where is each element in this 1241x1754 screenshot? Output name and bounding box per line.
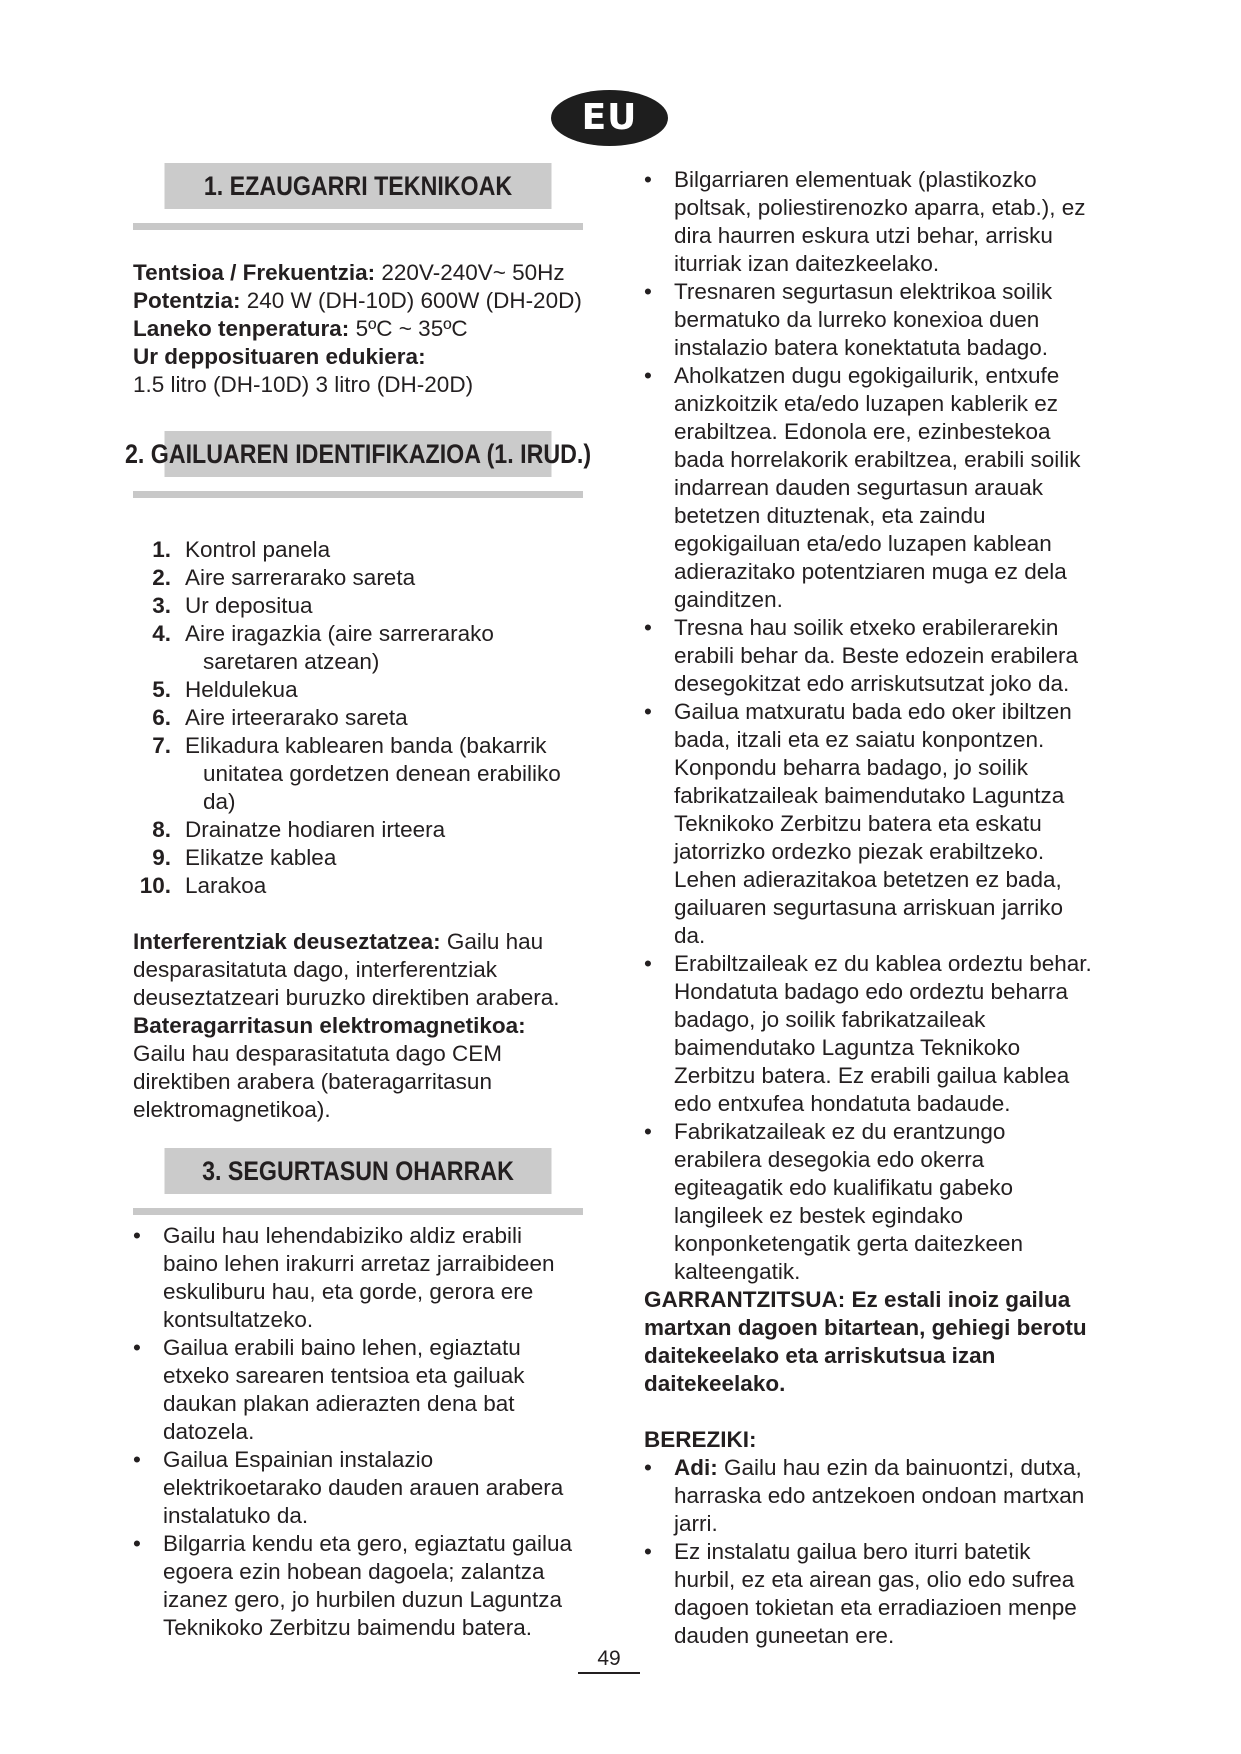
part-item xyxy=(133,676,583,704)
emc-label-text: Bateragarritasun elektromagnetikoa: xyxy=(133,1013,526,1038)
safety-list-right xyxy=(644,166,1096,1286)
spec-tank-label-text: Ur depposituaren edukiera: xyxy=(133,344,426,369)
section-header-specs xyxy=(133,163,583,237)
special-list xyxy=(644,1454,1096,1650)
adi-text: Gailu hau ezin da bainuontzi, dutxa, harraska edo antzekoen ondoan martxan jarri. xyxy=(674,1455,1085,1536)
safety-list-left xyxy=(133,1222,583,1642)
special-item-adi xyxy=(644,1454,1096,1538)
safety-item: • Gailu hau lehendabiziko aldiz erabili baino lehen irakurri arretaz jarraibideen eskuliburu hau, eta gorde, gerora ere kontsultatzeko. xyxy=(133,1222,583,1334)
safety-item: • Gailua matxuratu bada edo oker ibiltzen bada, itzali eta ez saiatu konpontzen. Konpondu beharra badago, jo soilik fabrikatzaileak baimendutako Laguntza Teknikoko Zerbitzu batera eta eskatu jatorrizko ordezko piezak erabiltzeko. Lehen adierazitakoa betetzen ez bada, gailuaren segurtasuna arriskuan jarriko da. xyxy=(644,698,1096,950)
safety-item: • Bilgarria kendu eta gero, egiaztatu gailua egoera ezin hobean dagoela; zalantza izanez gero, jo hurbilen duzun Laguntza Teknikoko Zerbitzu baimendu batera. xyxy=(133,1530,583,1642)
safety-item: • Fabrikatzaileak ez du erantzungo erabilera desegokia edo okerra egiteagatik edo kualifikatu gabeko langileek ez bestek egindako konponketengatik gerta daitezkeen kalteengatik. xyxy=(644,1118,1096,1286)
part-label: Ur depositua xyxy=(185,593,313,618)
interference-body: Gailu hau desparasitatuta dago, interferentziak deuseztatzeari buruzko direktiben arabera. xyxy=(133,929,560,1010)
spec-power-label: Potentzia: xyxy=(133,288,241,313)
interference-block xyxy=(133,928,583,1124)
parts-list xyxy=(133,536,583,900)
interference-label: Interferentziak deuseztatzea: xyxy=(133,929,441,954)
part-label-continued: unitatea gordetzen denean erabiliko da) xyxy=(203,761,561,814)
safety-item: • Bilgarriaren elementuak (plastikozko poltsak, poliestirenozko aparra, etab.), ez dira haurren eskura utzi behar, arrisku iturriak izan daitezkeelako. xyxy=(644,166,1096,278)
safety-item: • Gailua Espainian instalazio elektrikoetarako dauden arauen arabera instalatuko da. xyxy=(133,1446,583,1530)
emc-text: Gailu hau desparasitatuta dago CEM direktiben arabera (bateragarritasun elektromagnetikoa). xyxy=(133,1041,502,1122)
right-column xyxy=(644,166,1096,1650)
spec-temp xyxy=(133,315,583,343)
part-label-continued: saretaren atzean) xyxy=(203,649,380,674)
special-title: BEREZIKI: xyxy=(644,1427,757,1452)
part-number: 1. xyxy=(152,537,171,562)
part-label: Drainatze hodiaren irteera xyxy=(185,817,446,842)
section-divider xyxy=(133,1208,583,1215)
spec-voltage-value: 220V-240V~ 50Hz xyxy=(375,260,565,285)
interference-text xyxy=(133,928,583,1012)
part-number: 2. xyxy=(152,565,171,590)
safety-item: • Gailua erabili baino lehen, egiaztatu etxeko sarearen tentsioa eta gailuak daukan plakan adierazten dena bat datozela. xyxy=(133,1334,583,1446)
spec-voltage xyxy=(133,259,583,287)
section-header-safety xyxy=(133,1148,583,1222)
part-label: Aire irteerarako sareta xyxy=(185,705,408,730)
special-item-heat: • Ez instalatu gailua bero iturri batetik hurbil, ez eta airean gas, olio edo sufrea dagoen tokietan eta erradiazioen menpe dauden guneetan ere. xyxy=(644,1538,1096,1650)
part-item xyxy=(133,872,583,900)
part-number: 5. xyxy=(152,677,171,702)
safety-item: • Erabiltzaileak ez du kablea ordeztu behar. Hondatuta badago edo ordeztu beharra badago, jo soilik fabrikatzaileak baimendutako Laguntza Teknikoko Zerbitzu batera. Ez erabili gailua kablea edo entxufea hondatuta badaude. xyxy=(644,950,1096,1118)
adi-label: Adi: xyxy=(674,1455,718,1480)
part-item xyxy=(133,592,583,620)
spec-tank-label xyxy=(133,343,583,371)
left-column xyxy=(124,163,592,1642)
emc-label xyxy=(133,1012,583,1040)
part-number: 9. xyxy=(152,845,171,870)
spec-voltage-label: Tentsioa / Frekuentzia: xyxy=(133,260,376,285)
part-item xyxy=(133,620,583,676)
part-number: 3. xyxy=(152,593,171,618)
section-divider xyxy=(133,223,583,230)
part-item xyxy=(133,732,583,816)
section-title-safety: 3. SEGURTASUN OHARRAK xyxy=(165,1148,552,1194)
language-badge: EU xyxy=(551,90,668,146)
specs-block xyxy=(133,259,583,399)
part-label: Heldulekua xyxy=(185,677,298,702)
part-label: Larakoa xyxy=(185,873,267,898)
safety-item: • Tresnaren segurtasun elektrikoa soilik bermatuko da lurreko konexioa duen instalazio batera konektatuta badago. xyxy=(644,278,1096,362)
section-divider xyxy=(133,491,583,498)
part-label: Elikatze kablea xyxy=(185,845,337,870)
page-number: 49 xyxy=(578,1646,640,1674)
part-item xyxy=(133,704,583,732)
part-number: 7. xyxy=(152,733,171,758)
spec-temp-label: Laneko tenperatura: xyxy=(133,316,350,341)
part-number: 10. xyxy=(139,873,171,898)
part-label: Aire iragazkia (aire sarrerarako xyxy=(185,621,494,646)
section-header-ident xyxy=(124,431,592,505)
part-item xyxy=(133,564,583,592)
part-label: Elikadura kablearen banda (bakarrik xyxy=(185,733,547,758)
spec-tank-value: 1.5 litro (DH-10D) 3 litro (DH-20D) xyxy=(133,372,474,397)
part-label: Kontrol panela xyxy=(185,537,331,562)
part-item xyxy=(133,536,583,564)
safety-item: • Aholkatzen dugu egokigailurik, entxufe anizkoitzik eta/edo luzapen kablerik ez erabiltzea. Edonola ere, ezinbestekoa bada horrelakorik erabiltzea, erabili soilik indarrean dauden segurtasun arauak betetzen dituztenak, eta zaindu egokigailuan eta/edo luzapen kablean adierazitako potentziaren muga ez dela gainditzen. xyxy=(644,362,1096,614)
part-item xyxy=(133,844,583,872)
part-item xyxy=(133,816,583,844)
important-warning: GARRANTZITSUA: Ez estali inoiz gailua martxan dagoen bitartean, gehiegi berotu daitekeelako eta arriskutsua izan daitekeelako. xyxy=(644,1287,1087,1396)
spec-temp-value: 5ºC ~ 35ºC xyxy=(349,316,468,341)
spec-power-value: 240 W (DH-10D) 600W (DH-20D) xyxy=(240,288,582,313)
spec-power xyxy=(133,287,583,315)
part-label: Aire sarrerarako sareta xyxy=(185,565,416,590)
part-number: 6. xyxy=(152,705,171,730)
part-number: 8. xyxy=(152,817,171,842)
part-number: 4. xyxy=(152,621,171,646)
section-title-specs: 1. EZAUGARRI TEKNIKOAK xyxy=(165,163,552,209)
section-title-ident: 2. GAILUAREN IDENTIFIKAZIOA (1. IRUD.) xyxy=(165,431,552,477)
safety-item: • Tresna hau soilik etxeko erabilerarekin erabili behar da. Beste edozein erabilera desegokitzat edo arriskutsutzat joko da. xyxy=(644,614,1096,698)
